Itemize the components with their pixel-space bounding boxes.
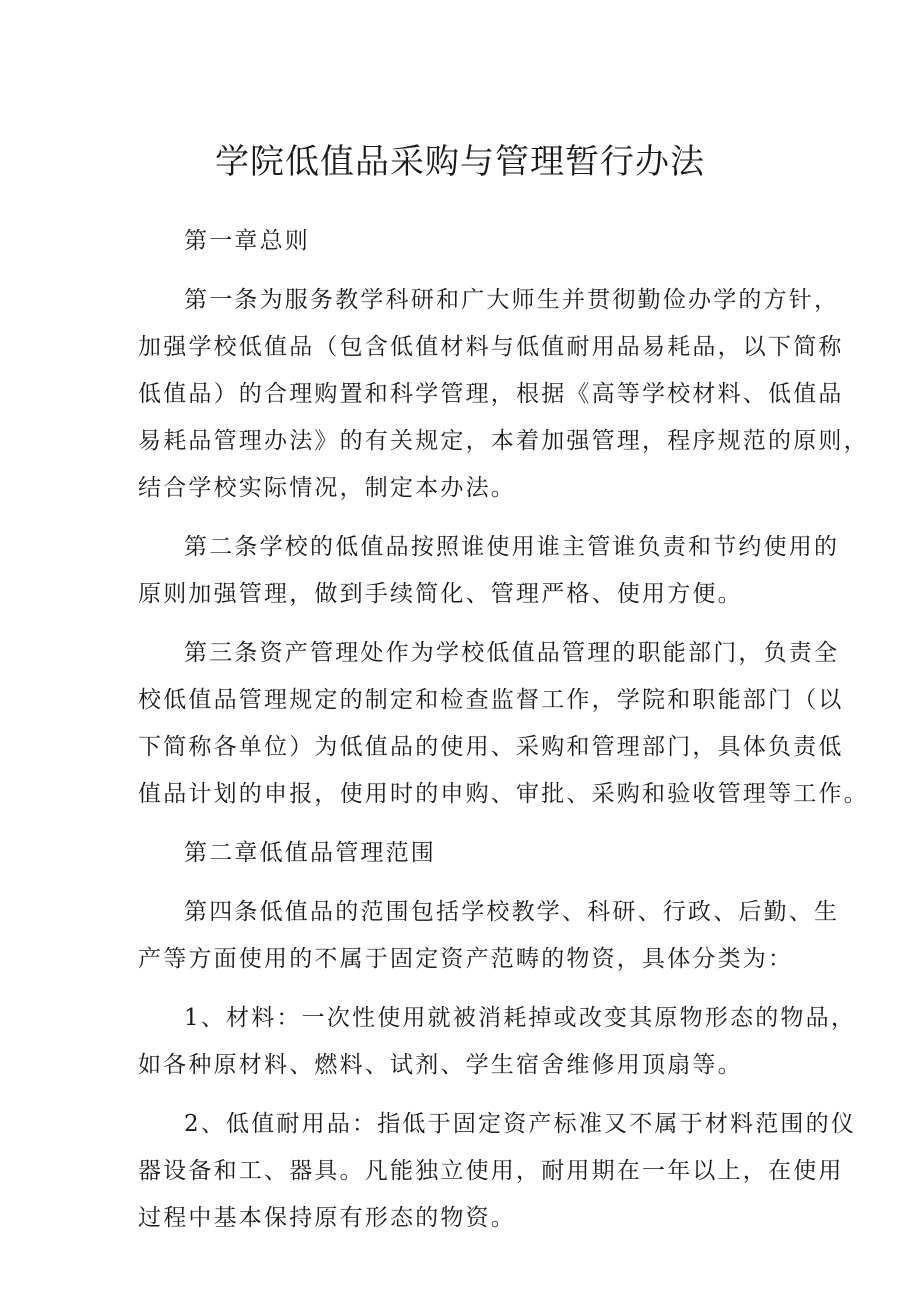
article-4-line: 产等方面使用的不属于固定资产范畴的物资，具体分类为： — [138, 946, 794, 972]
item-2-line: 过程中基本保持原有形态的物资。 — [138, 1205, 516, 1231]
article-2 — [138, 524, 840, 618]
article-3-line: 值品计划的申报，使用时的申购、审批、采购和验收管理等工作。 — [138, 781, 869, 807]
item-2-line: 器设备和工、器具。凡能独立使用，耐用期在一年以上，在使用 — [138, 1158, 844, 1184]
article-1-line: 低值品）的合理购置和科学管理，根据《高等学校材料、低值品 — [138, 381, 844, 407]
article-2-line: 第二条学校的低值品按照谁使用谁主管谁负责和节约使用的 — [184, 534, 840, 560]
article-1-line: 易耗品管理办法》的有关规定，本着加强管理，程序规范的原则， — [138, 428, 869, 454]
item-2-line: 2、低值耐用品：指低于固定资产标准又不属于材料范围的仪 — [184, 1111, 857, 1137]
article-1-line: 加强学校低值品（包含低值材料与低值耐用品易耗品，以下简称 — [138, 334, 844, 360]
document-title: 学院低值品采购与管理暂行办法 — [215, 142, 705, 182]
article-1-line: 结合学校实际情况，制定本办法。 — [138, 475, 516, 501]
article-3-line: 第三条资产管理处作为学校低值品管理的职能部门，负责全 — [184, 640, 840, 666]
article-1-line: 第一条为服务教学科研和广大师生并贯彻勤俭办学的方针， — [184, 287, 840, 313]
article-3 — [138, 630, 869, 818]
item-1-line: 1、材料：一次性使用就被消耗掉或改变其原物形态的物品， — [184, 1005, 857, 1031]
article-1 — [138, 277, 869, 512]
item-1-line: 如各种原材料、燃料、试剂、学生宿舍维修用顶扇等。 — [138, 1052, 743, 1078]
article-4 — [138, 889, 840, 983]
document-body — [138, 218, 869, 1254]
item-1 — [138, 995, 857, 1089]
chapter-1-heading: 第一章总则 — [184, 228, 310, 254]
item-2 — [138, 1101, 857, 1242]
chapter-2-heading: 第二章低值品管理范围 — [184, 840, 436, 866]
article-3-line: 下简称各单位）为低值品的使用、采购和管理部门，具体负责低 — [138, 734, 844, 760]
article-4-line: 第四条低值品的范围包括学校教学、科研、行政、后勤、生 — [184, 899, 840, 925]
article-3-line: 校低值品管理规定的制定和检查监督工作，学院和职能部门（以 — [138, 687, 844, 713]
article-2-line: 原则加强管理，做到手续简化、管理严格、使用方便。 — [138, 581, 743, 607]
